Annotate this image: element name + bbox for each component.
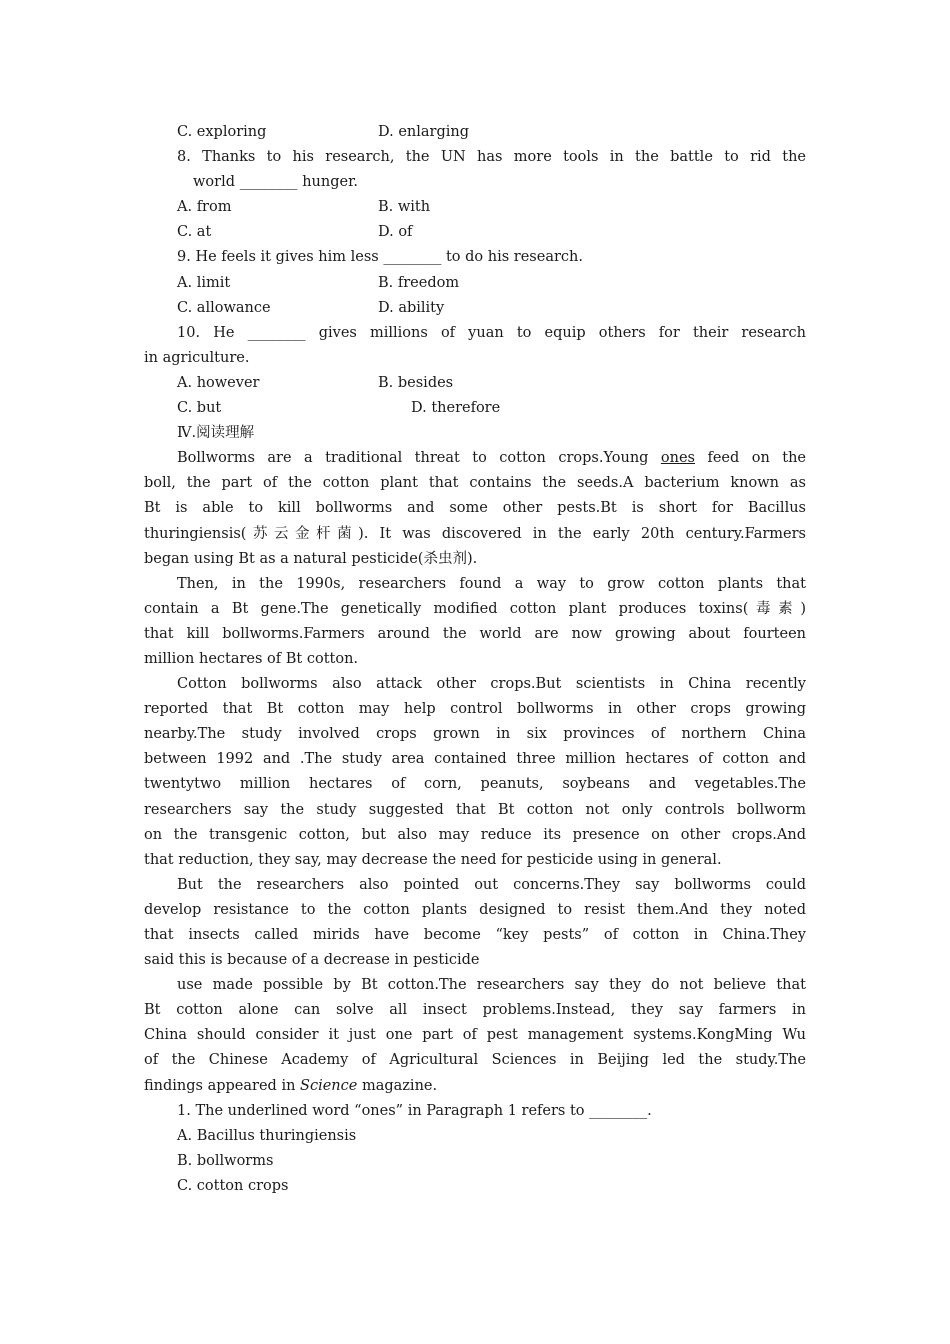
passage-p2-line-1: Then, in the 1990s, researchers found a way to grow cotton plants that [177,575,806,592]
q10-option-c: C. but [177,400,222,417]
q8-stem-line-2: world ________ hunger. [193,174,359,191]
passage-p2-line-3: that kill bollworms.Farmers around the world are now growing about fourteen [144,625,806,642]
q9-option-c: C. allowance [177,299,271,316]
passage-p5-text: findings appeared in [144,1077,301,1094]
q8-options-row-1 [144,195,806,220]
q10-stem-line-1: 10. He ________ gives millions of yuan to equip others for their research [177,324,806,341]
q9-option-d: D. ability [378,299,445,316]
passage-p5-text: magazine. [357,1077,438,1094]
worksheet-page [144,120,806,1199]
q8-option-c: C. at [177,224,212,241]
passage-p5-line-4: of the Chinese Academy of Agricultural Sciences in Beijing led the study.The [144,1052,806,1069]
passage-p3-line-3: nearby.The study involved crops grown in six provinces of northern China [144,726,806,743]
rq1-option-b: B. bollworms [177,1152,274,1169]
passage-p1-line-2: boll, the part of the cotton plant that contains the seeds.A bacterium known as [144,475,806,492]
rq1-option-c: C. cotton crops [177,1177,289,1194]
rq1-option-a: A. Bacillus thuringiensis [177,1127,357,1144]
q8-options-row-2 [144,220,806,245]
underlined-word: ones [660,450,695,467]
passage-p5-line-5 [144,1074,806,1099]
q9-options-row-2 [144,296,806,321]
passage-p4-line-2: develop resistance to the cotton plants designed to resist them.And they noted [144,901,806,918]
q7-option-c: C. exploring [177,124,267,140]
passage-p4-line-4: said this is because of a decrease in pesticide [144,952,480,969]
journal-title: Science [300,1077,358,1094]
q9-option-b: B. freedom [378,274,460,291]
q10-option-a: A. however [177,374,260,391]
passage-p1-text: Bollworms are a traditional threat to cotton crops.Young [177,450,661,467]
passage-p1-line-1 [144,446,806,471]
q10-option-b: B. besides [378,374,454,391]
rq1-stem: 1. The underlined word “ones” in Paragraph 1 refers to ________. [177,1102,652,1119]
passage-p3-line-1: Cotton bollworms also attack other crops.But scientists in China recently [177,676,806,693]
q8-option-b: B. with [378,199,431,216]
section-heading: Ⅳ.阅读理解 [177,425,255,442]
q10-stem-line-2: in agriculture. [144,349,250,366]
passage-p3-line-6: researchers say the study suggested that Bt cotton not only controls bollworm [144,801,806,818]
q10-options-row-1 [144,371,806,396]
passage-p1-line-4: thuringiensis(苏云金杆菌). It was discovered in the early 20th century.Farmers [144,525,806,542]
q9-option-a: A. limit [177,274,231,291]
passage-p2-line-2: contain a Bt gene.The genetically modified cotton plant produces toxins(毒素) [144,600,806,617]
passage-p4-line-1: But the researchers also pointed out concerns.They say bollworms could [177,876,806,893]
passage-p3-line-5: twentytwo million hectares of corn, peanuts, soybeans and vegetables.The [144,776,806,793]
passage-p5-line-1: use made possible by Bt cotton.The researchers say they do not believe that [177,977,806,994]
passage-p2-line-4: million hectares of Bt cotton. [144,650,359,667]
passage-p1-line-3: Bt is able to kill bollworms and some other pests.Bt is short for Bacillus [144,500,806,517]
q9-options-row-1 [144,271,806,296]
passage-p5-line-2: Bt cotton alone can solve all insect problems.Instead, they say farmers in [144,1002,806,1019]
passage-p1-text: feed on the [695,450,806,467]
q8-stem-line-1: 8. Thanks to his research, the UN has more tools in the battle to rid the [177,149,806,166]
q9-stem: 9. He feels it gives him less ________ to do his research. [177,249,583,266]
q7-options-row-2 [144,120,806,145]
passage-p5-line-3: China should consider it just one part of pest management systems.KongMing Wu [144,1027,806,1044]
q7-option-d: D. enlarging [378,124,470,140]
q10-options-row-2 [144,396,806,421]
passage-p1-line-5: began using Bt as a natural pesticide(杀虫剂). [144,550,478,567]
passage-p4-line-3: that insects called mirids have become “key pests” of cotton in China.They [144,927,806,943]
passage-p3-line-2: reported that Bt cotton may help control bollworms in other crops growing [144,701,806,718]
passage-p3-line-4: between 1992 and .The study area contained three million hectares of cotton and [144,751,806,768]
q8-option-d: D. of [378,224,413,241]
passage-p3-line-7: on the transgenic cotton, but also may reduce its presence on other crops.And [144,826,806,843]
passage-p3-line-8: that reduction, they say, may decrease the need for pesticide using in general. [144,851,722,868]
q8-option-a: A. from [177,199,232,216]
q10-option-d: D. therefore [411,400,501,417]
